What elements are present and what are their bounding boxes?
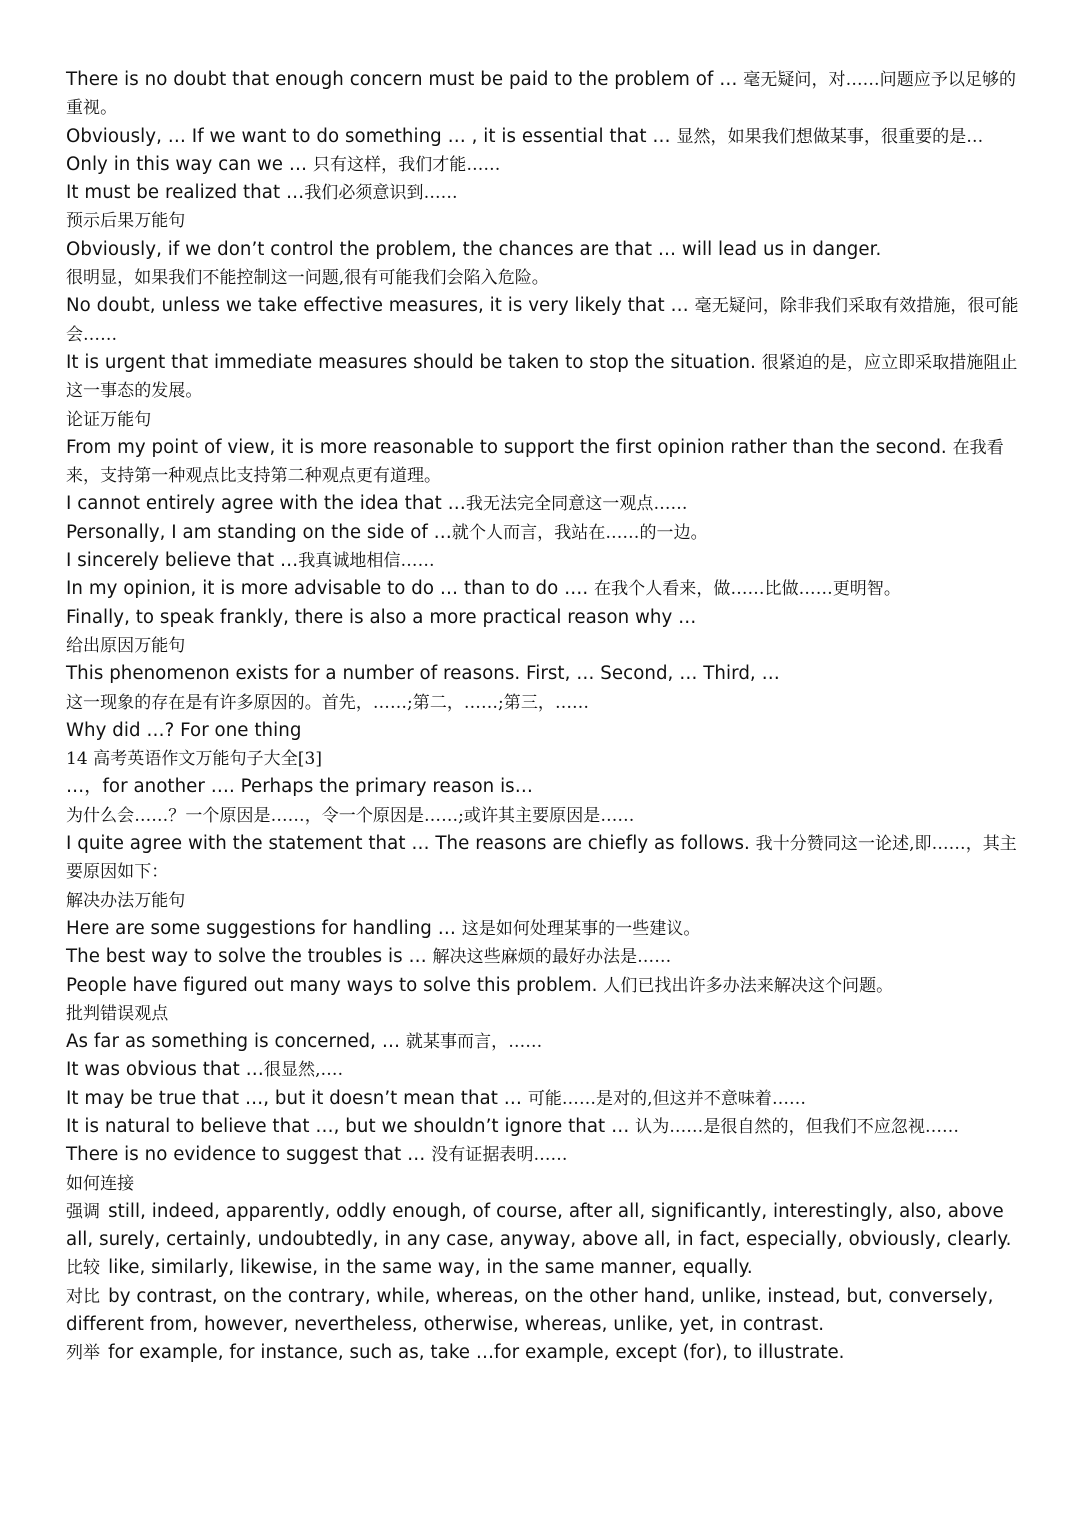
text-line-8 [66, 292, 1026, 349]
english-text: Here are some suggestions for handling … [66, 917, 462, 939]
english-text: As far as something is concerned, … [66, 1031, 406, 1053]
text-line-24 [66, 830, 1026, 887]
chinese-text: 很明显，如果我们不能控制这一问题,很有可能我们会陷入危险。 [66, 268, 549, 289]
chinese-text: 很显然,…. [263, 1060, 344, 1081]
chinese-text: 解决这些麻烦的最好办法是…… [432, 947, 672, 968]
text-line-12 [66, 490, 1026, 518]
section-heading-consequences: 预示后果万能句 [66, 211, 186, 232]
connector-line-emphasis [66, 1198, 1026, 1255]
text-line-7 [66, 264, 1026, 292]
chinese-text: 在我看来，支持第一种观点比支持第二种观点更有道理。 [66, 437, 1004, 487]
english-text: still, indeed, apparently, oddly enough, of course, after all, significantly, interestingly, also, above all, surely, certainly, undoubtedly, in any case, anyway, above all, in fact, especially, obviously, clearly. [66, 1200, 1012, 1251]
text-line-33 [66, 1113, 1026, 1141]
chinese-text: 我无法完全同意这一观点…… [465, 494, 688, 515]
chinese-text: 这一现象的存在是有许多原因的。首先，……;第二，……;第三，…… [66, 692, 590, 713]
text-line-30 [66, 1028, 1026, 1056]
chinese-text: 这是如何处理某事的一些建议。 [461, 918, 701, 939]
text-line-31 [66, 1056, 1026, 1084]
english-text: From my point of view, it is more reasonable to support the first opinion rather than the second. [66, 436, 953, 458]
english-text: There is no evidence to suggest that … [66, 1144, 432, 1166]
chinese-text: 在我个人看来，做……比做……更明智。 [594, 579, 901, 600]
text-line-14 [66, 547, 1026, 575]
english-text: No doubt, unless we take effective measures, it is very likely that … [66, 295, 695, 317]
section-heading-argument: 论证万能句 [66, 409, 152, 430]
text-line-19 [66, 689, 1026, 717]
english-text: …，for another …. Perhaps the primary reason is… [66, 776, 533, 798]
english-text: This phenomenon exists for a number of reasons. First, … Second, … Third, … [66, 663, 780, 685]
text-line-27 [66, 943, 1026, 971]
chinese-text: 毫无疑问，除非我们采取有效措施，很可能会…… [66, 296, 1019, 345]
text-line-32 [66, 1085, 1026, 1113]
section-heading-connectors: 如何连接 [66, 1173, 135, 1194]
chinese-text: 就个人而言，我站在……的一边。 [451, 522, 708, 543]
english-text: for example, for instance, such as, take …for example, except (for), to illustrate. [108, 1342, 845, 1364]
text-line-16 [66, 604, 1026, 632]
english-text: There is no doubt that enough concern must be paid to the problem of … [66, 69, 744, 90]
section-heading-critique: 批判错误观点 [66, 1003, 169, 1024]
english-text: It is urgent that immediate measures should be taken to stop the situation. [66, 351, 762, 373]
english-text: I sincerely believe that … [66, 550, 299, 572]
connector-category-label: 比较 [66, 1258, 101, 1279]
chinese-text: 毫无疑问，对……问题应予以足够的重视。 [66, 70, 1017, 119]
english-text: I quite agree with the statement that … The reasons are chiefly as follows. [66, 833, 756, 855]
text-line-20 [66, 717, 1026, 745]
chinese-text: 只有这样，我们才能…… [312, 154, 501, 175]
english-text: The best way to solve the troubles is … [66, 946, 433, 968]
english-text: It may be true that …, but it doesn’t mean that … [66, 1087, 528, 1109]
text-line-13 [66, 519, 1026, 547]
english-text: It was obvious that … [66, 1059, 264, 1081]
english-text: In my opinion, it is more advisable to do … than to do …. [66, 578, 595, 600]
chinese-text: 为什么会……？一个原因是……，令一个原因是……;或许其主要原因是…… [66, 805, 635, 826]
text-line-15 [66, 575, 1026, 603]
english-text: by contrast, on the contrary, while, whereas, on the other hand, unlike, instead, but, conversely, different from, however, nevertheless, otherwise, whereas, unlike, yet, in contrast. [66, 1285, 994, 1336]
section-heading-solutions: 解决办法万能句 [66, 890, 186, 911]
chinese-text: 我们必须意识到…… [304, 183, 458, 204]
text-line-11 [66, 434, 1026, 491]
chinese-text: 我真诚地相信…… [298, 551, 435, 572]
english-text: Only in this way can we … [66, 153, 313, 175]
text-line-18 [66, 660, 1026, 688]
text-line-23 [66, 802, 1026, 830]
text-line-34 [66, 1141, 1026, 1169]
text-line-3 [66, 151, 1026, 179]
chinese-text: 我十分赞同这一论述,即……，其主要原因如下： [66, 834, 1017, 883]
english-text: Personally, I am standing on the side of … [66, 521, 452, 543]
connector-line-comparison [66, 1254, 1026, 1282]
english-text: Finally, to speak frankly, there is also a more practical reason why … [66, 606, 697, 628]
connector-line-contrast [66, 1283, 1026, 1340]
chinese-text: 没有证据表明…… [431, 1145, 568, 1166]
english-text: Obviously, … If we want to do something … , it is essential that … [66, 125, 677, 147]
text-line-6 [66, 236, 1026, 264]
text-line-22 [66, 773, 1026, 801]
chinese-text: 人们已找出许多办法来解决这个问题。 [603, 975, 894, 996]
chinese-text: 可能……是对的,但这并不意味着…… [527, 1088, 807, 1109]
section-heading-reasons: 给出原因万能句 [66, 635, 186, 656]
english-text: Why did …? For one thing [66, 719, 302, 741]
chinese-text: 就某事而言，…… [405, 1032, 543, 1053]
connector-line-examples [66, 1339, 1026, 1367]
chinese-text: 显然，如果我们想做某事，很重要的是… [676, 126, 984, 147]
connector-category-label: 对比 [66, 1286, 101, 1307]
text-line-28 [66, 972, 1026, 1000]
chinese-text: 很紧迫的是，应立即采取措施阻止这一事态的发展。 [66, 352, 1018, 402]
english-text: like, similarly, likewise, in the same way, in the same manner, equally. [108, 1257, 753, 1279]
text-line-1 [66, 66, 1026, 123]
connector-category-label: 列举 [66, 1343, 101, 1364]
chinese-text: 认为……是很自然的，但我们不应忽视…… [635, 1116, 960, 1137]
text-line-2 [66, 123, 1026, 151]
text-line-26 [66, 915, 1026, 943]
text-line-4 [66, 179, 1026, 207]
english-text: I cannot entirely agree with the idea that … [66, 493, 466, 515]
section-heading-article-title: 14 高考英语作文万能句子大全[3] [66, 749, 323, 770]
english-text: People have figured out many ways to solve this problem. [66, 974, 604, 996]
connector-category-label: 强调 [66, 1201, 101, 1222]
english-text: It is natural to believe that …, but we shouldn’t ignore that … [66, 1115, 636, 1137]
text-line-9 [66, 349, 1026, 406]
english-text: Obviously, if we don’t control the problem, the chances are that … will lead us in danger. [66, 238, 882, 260]
english-text: It must be realized that … [66, 182, 305, 204]
document-page [66, 66, 1026, 1368]
